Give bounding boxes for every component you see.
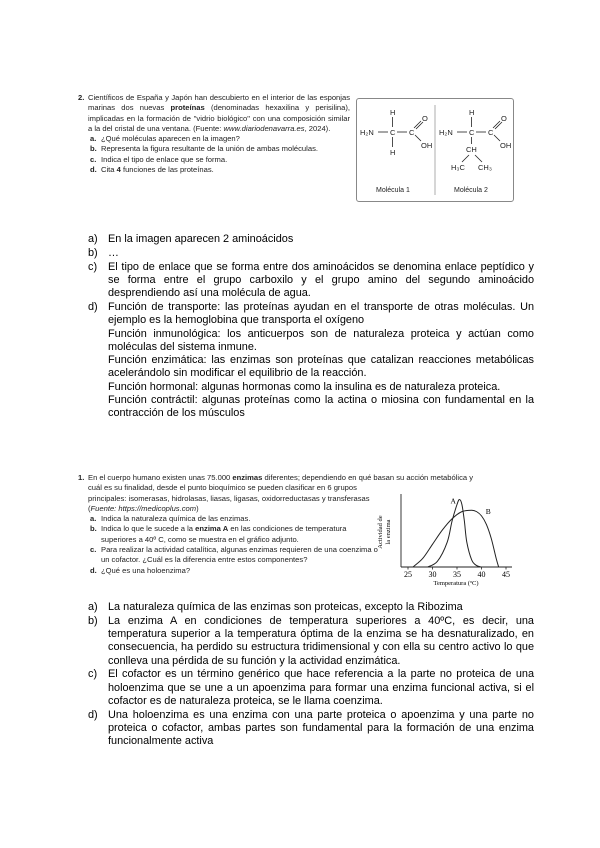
- subquestion: d. Cita 4 funciones de las proteínas.: [90, 165, 214, 175]
- molecule-1: [360, 108, 432, 157]
- subquestion: d. ¿Qué es una holoenzima?: [90, 565, 191, 575]
- subquestion-list: [88, 134, 350, 175]
- atom-amino: H₂N: [439, 128, 453, 137]
- series-b-line: [413, 510, 499, 567]
- molecules-figure: [356, 98, 514, 202]
- x-tick-label: 30: [428, 570, 437, 579]
- answer-text: Una holoenzima es una enzima con una parte proteica o apoenzima y una parte no proteica o cofactor, ambas partes son fundamental para la formación de una enzima funcionalmente activa: [108, 708, 534, 748]
- answer-text: En la imagen aparecen 2 aminoácidos: [108, 233, 294, 245]
- subquestion: c. Indica el tipo de enlace que se forma.: [90, 154, 228, 164]
- answer-letter: b): [88, 614, 98, 627]
- question-intro: Científicos de España y Japón han descubierto en el interior de las esponjas marinas dos nuevas proteínas (denominadas hexaxilina y perisilina), implicadas en la formación de "vidrio biológico" con una composición similar a la del cristal de una ventana. (Fuente: www.diariodenavarra.es, 2024).: [88, 93, 350, 133]
- atom-c-carboxyl: C: [488, 128, 494, 137]
- x-axis-label: Temperatura (ºC): [433, 580, 479, 587]
- answer-text: Función contráctil: algunas proteínas como la actina o miosina con fundamental en la contracción de los músculos: [108, 394, 534, 420]
- answer-item: [88, 668, 534, 708]
- answer-item: [88, 709, 534, 749]
- series-a-label: A: [450, 496, 456, 506]
- answer-letter: a): [88, 233, 98, 245]
- subquestion: a. Indica la naturaleza química de las enzimas.: [90, 514, 251, 524]
- question-2: [78, 93, 350, 175]
- atom-ch3: CH₃: [478, 163, 492, 172]
- question-number: 2.: [78, 93, 85, 102]
- answer-item: [88, 261, 534, 301]
- atom-o: O: [422, 114, 428, 123]
- y-axis-label: Actividad de: [377, 515, 384, 549]
- molecule-1-caption: Molécula 1: [376, 187, 410, 194]
- y-axis-label: la enzima: [385, 519, 392, 545]
- atom-amino: H₂N: [360, 128, 374, 137]
- atom-c-alpha: C: [390, 128, 396, 137]
- x-tick-label: 45: [502, 570, 510, 579]
- answer-letter: d): [88, 300, 98, 313]
- x-tick-label: 40: [477, 570, 486, 579]
- atom-h3c: H₃C: [451, 163, 465, 172]
- atom-c-alpha: C: [469, 128, 475, 137]
- answer-text: La enzima A en condiciones de temperatura superiores a 40ºC, es decir, una temperatura superior a la temperatura óptima de la enzima se ha desnaturalizado, en consecuencia, ha perdido su estructura tridimensional y con ella su centro activo lo que conlleva una pérdida de su función y la actividad enzimática.: [108, 614, 534, 667]
- subquestion: b. Indica lo que le sucede a la enzima A en las condiciones de temperatura superiores a 40º C, como se muestra en el gráfico adjunto.: [90, 524, 347, 544]
- molecule-2: [439, 108, 511, 172]
- bond: [462, 155, 469, 162]
- answer-letter: a): [88, 601, 98, 613]
- atom-oh: OH: [500, 141, 512, 150]
- answer-text: El cofactor es un término genérico que hace referencia a la parte no proteica de una holoenzima que se une a un apoenzima para formar una enzima funcional activa, si el cofactor es de naturaleza proteica, se le llama coenzima.: [108, 668, 534, 708]
- answer-letter: c): [88, 260, 98, 273]
- answers-question-2: [88, 233, 534, 421]
- answer-item: [88, 615, 534, 668]
- answers-question-1: [88, 601, 534, 749]
- atom-ch: CH: [466, 145, 477, 154]
- question-intro-line: En el cuerpo humano existen unas 75.000 enzimas diferentes; dependiendo en qué basan su acción metabólica y: [88, 473, 474, 482]
- subquestion: a. ¿Qué moléculas aparecen en la imagen?: [90, 134, 240, 144]
- series-a-line: [428, 500, 482, 567]
- subquestion: b. Representa la figura resultante de la unión de ambas moléculas.: [90, 144, 318, 154]
- atom-o: O: [501, 114, 507, 123]
- subquestion-list: [88, 514, 378, 576]
- answer-text: La naturaleza química de las enzimas son proteicas, excepto la Ribozima: [108, 601, 463, 613]
- answer-text: Función enzimática: las enzimas son proteínas que catalizan reacciones metabólicas acelerándolo sin modificar el equilibrio de la reacción.: [108, 354, 534, 380]
- answer-item: [88, 601, 534, 614]
- question-number: 1.: [78, 473, 85, 482]
- answer-text: Función hormonal: algunas hormonas como la insulina es de naturaleza proteica.: [108, 380, 501, 393]
- answer-item: [88, 233, 534, 246]
- x-tick-label: 25: [404, 570, 412, 579]
- question-intro-rest: cuál es su finalidad, desde el punto bioquímico se pueden clasificar en 6 grupos principales: isomerasas, hidrolasas, liasas, ligasas, oxidorreductasas y transferasas (Fuente: https://medicoplus.com): [88, 483, 370, 513]
- bond: [475, 155, 482, 162]
- atom-oh: OH: [421, 141, 433, 150]
- answer-text: …: [108, 246, 119, 259]
- atom-h-top: H: [469, 108, 475, 117]
- answer-text: Función inmunológica: los anticuerpos son de naturaleza proteica y actúan como moléculas del sistema inmune.: [108, 327, 534, 353]
- x-tick-label: 35: [453, 570, 461, 579]
- answer-text: El tipo de enlace que se forma entre dos aminoácidos se denomina enlace peptídico y se forma entre el grupo carboxilo y el grupo amino del segundo aminoácido desprendiendo así una molécula de agua.: [108, 260, 534, 300]
- molecule-2-caption: Molécula 2: [454, 187, 488, 194]
- answer-letter: c): [88, 668, 98, 681]
- atom-c-carboxyl: C: [409, 128, 415, 137]
- answer-item: [88, 301, 534, 421]
- atom-h-bottom: H: [390, 148, 396, 157]
- answer-letter: d): [88, 708, 98, 721]
- molecules-diagram: [357, 99, 513, 201]
- series-b-label: B: [485, 507, 491, 517]
- atom-h-top: H: [390, 108, 396, 117]
- answer-item: [88, 247, 534, 260]
- answer-text: Función de transporte: las proteínas ayudan en el transporte de otras moléculas. Un ejemplo es la hemoglobina que transporta el oxígeno: [108, 300, 534, 327]
- subquestion: c. Para realizar la actividad catalítica, algunas enzimas requieren de una coenzima o un cofactor. ¿Cuál es la diferencia entre estos componentes?: [90, 545, 378, 565]
- enzyme-activity-chart: [374, 488, 524, 588]
- answer-letter: b): [88, 246, 98, 259]
